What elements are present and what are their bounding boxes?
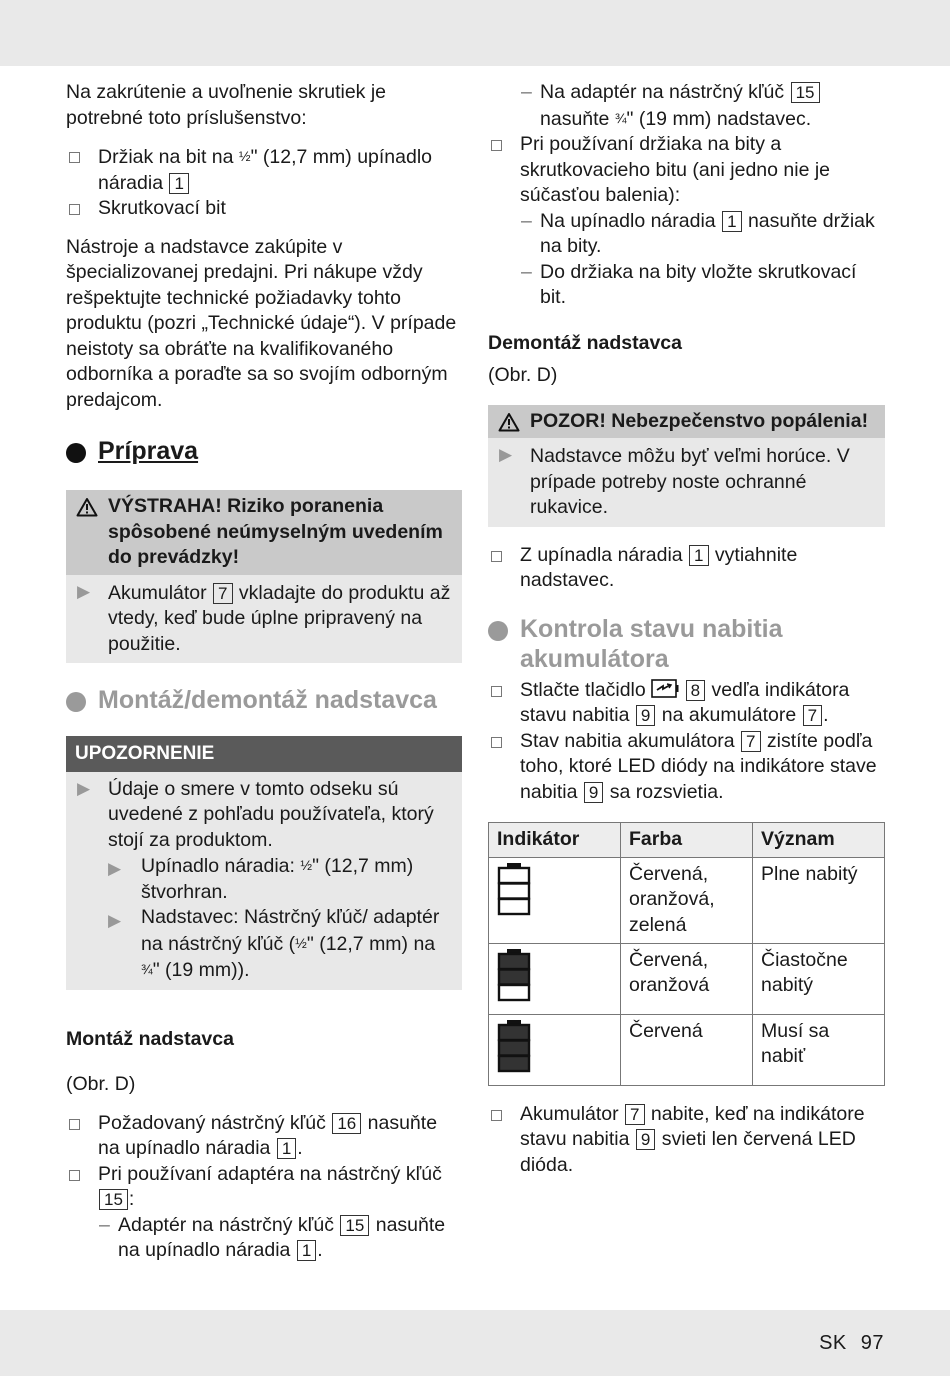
table-row: Červená Musí sa nabiť (489, 1014, 885, 1085)
page-footer (819, 1331, 884, 1357)
battery-segment (499, 883, 529, 898)
list-item: Z upínadla náradia 1 vytiahnite nadstavec. (488, 543, 885, 594)
checkbox-square-icon (69, 1170, 80, 1181)
warning-box (66, 490, 462, 663)
list-item: Pri používaní adaptéra na nástrčný kľúč 15 : (66, 1162, 462, 1213)
battery-indicator-cell (489, 857, 621, 943)
page-number: 97 (860, 1332, 884, 1354)
warning-title: POZOR! Nebezpečenstvo popálenia! (488, 405, 885, 439)
checkbox-square-icon (491, 140, 502, 151)
list-item: Stav nabitia akumulátora 7 zistíte podľa toho, ktoré LED diódy na indikátore stave nabitia 9 sa rozsvietia. (488, 729, 885, 806)
language-code: SK (819, 1332, 847, 1354)
battery-segment (499, 1025, 529, 1040)
charge-table (488, 822, 885, 1086)
checkbox-square-icon (491, 1110, 502, 1121)
battery-segment (499, 868, 529, 883)
dash-item: – Na adaptér na nástrčný kľúč 15 nasuňte ¾" (19 mm) nadstavec. (488, 80, 885, 132)
checkbox-square-icon (69, 204, 80, 215)
subheading: Montáž nadstavca (66, 1027, 234, 1050)
right-column (488, 80, 885, 1178)
battery-full-icon (497, 899, 531, 921)
battery-indicator-cell (489, 1014, 621, 1085)
dash-item: – Na upínadlo náradia 1 nasuňte držiak na bity. (521, 209, 875, 257)
intro-text: Na zakrútenie a uvoľnenie skrutiek je potrebné toto príslušenstvo: (66, 81, 387, 129)
checkbox-square-icon (69, 152, 80, 163)
arrow-right-icon: ▶ (499, 445, 513, 464)
part-number: 1 (169, 173, 188, 194)
footer-bar (0, 1310, 950, 1376)
list-item: Skrutkovací bit (66, 196, 462, 222)
battery-button-icon (651, 679, 679, 699)
warning-body: ▶ Nadstavce môžu byť veľmi horúce. V prípade potreby noste ochranné rukavice. (488, 438, 885, 527)
list-item: Požadovaný nástrčný kľúč 16 nasuňte na upínadlo náradia 1 . (66, 1111, 462, 1162)
checkbox-square-icon (491, 551, 502, 562)
list-item: Držiak na bit na ½" (12,7 mm) upínadlo náradia 1 (66, 144, 462, 196)
arrow-right-icon: ▶ (108, 859, 122, 878)
table-header: Farba (621, 823, 753, 858)
battery-low-icon (497, 1056, 531, 1078)
battery-segment (499, 969, 529, 984)
checkbox-square-icon (491, 686, 502, 697)
figure-ref: (Obr. D) (488, 364, 558, 386)
note-title: UPOZORNENIE (66, 736, 462, 772)
bullet-dot-icon (488, 621, 508, 641)
table-row: Červená, oranžová, zelená Plne nabitý (489, 857, 885, 943)
header-bar (0, 0, 950, 66)
subheading: Demontáž nadstavca (488, 331, 682, 354)
section-heading: Montáž/demontáž nadstavca (66, 685, 462, 715)
battery-segment (499, 1040, 529, 1055)
battery-partial-icon (497, 985, 531, 1007)
note-box (66, 736, 462, 990)
list-item: Akumulátor 7 nabite, keď na indikátore stavu nabitia 9 svieti len červená LED dióda. (488, 1102, 885, 1179)
warning-title: VÝSTRAHA! Riziko poranenia spôsobené neúmyselným uvedením do prevádzky! (66, 490, 462, 575)
note-subitem: ▶ Upínadlo náradia: ½" (12,7 mm) štvorhran. (108, 855, 414, 903)
checkbox-square-icon (491, 737, 502, 748)
dash-item: – Adaptér na nástrčný kľúč 15 nasuňte na upínadlo náradia 1 . (99, 1213, 446, 1261)
warning-triangle-icon (498, 412, 520, 432)
list-item: Pri používaní držiaka na bity a skrutkovacieho bitu (ani jedno nie je súčasťou balenia): (488, 132, 885, 209)
bullet-dot-icon (66, 692, 86, 712)
battery-segment (499, 985, 529, 1000)
list-item: Stlačte tlačidlo 8 vedľa indikátora stavu nabitia 9 na akumulátore 7 . (488, 678, 885, 729)
arrow-right-icon: ▶ (108, 911, 122, 930)
battery-segment (499, 899, 529, 914)
table-header-row (489, 823, 885, 858)
section-heading: Príprava (66, 436, 462, 466)
bullet-dot-icon (66, 443, 86, 463)
figure-ref: (Obr. D) (66, 1073, 136, 1095)
table-header: Indikátor (489, 823, 621, 858)
warning-triangle-icon (76, 497, 98, 517)
battery-segment (499, 954, 529, 969)
note-body: ▶ Údaje o smere v tomto odseku sú uvedené z pohľadu používateľa, ktorý stojí za produktom. ▶ Upínadlo náradia: ½" (12,7 mm) štvorhran. ▶ Nadstavec: Nástrčný kľúč/ adaptér na nástrčný kľúč (½" (12,7 mm) na ¾" (19 mm)). (66, 772, 462, 990)
paragraph: Nástroje a nadstavce zakúpite v špecializovanej predajni. Pri nákupe vždy rešpektujte technické požiadavky tohto produktu (pozri „Technické údaje“). V prípade neistoty sa obráťte na kvalifikovaného odborníka a poraďte sa so svojím odborným predajcom. (66, 235, 457, 411)
dash-item: – Do držiaka na bity vložte skrutkovací bit. (521, 260, 857, 308)
table-row: Červená, oranžová Čiastočne nabitý (489, 943, 885, 1014)
warning-box (488, 405, 885, 527)
section-heading: Kontrola stavu nabitia akumulátora (488, 614, 885, 674)
left-column (66, 80, 462, 1264)
battery-segment (499, 1056, 529, 1071)
checkbox-square-icon (69, 1119, 80, 1130)
arrow-right-icon: ▶ (77, 581, 91, 601)
table-header: Význam (753, 823, 885, 858)
battery-indicator-cell (489, 943, 621, 1014)
note-subitem: ▶ Nadstavec: Nástrčný kľúč/ adaptér na nástrčný kľúč (½" (12,7 mm) na ¾" (19 mm)). (108, 906, 440, 981)
warning-body: ▶ Akumulátor 7 vkladajte do produktu až vtedy, keď bude úplne pripravený na použitie. (66, 575, 462, 664)
arrow-right-icon: ▶ (77, 778, 91, 798)
